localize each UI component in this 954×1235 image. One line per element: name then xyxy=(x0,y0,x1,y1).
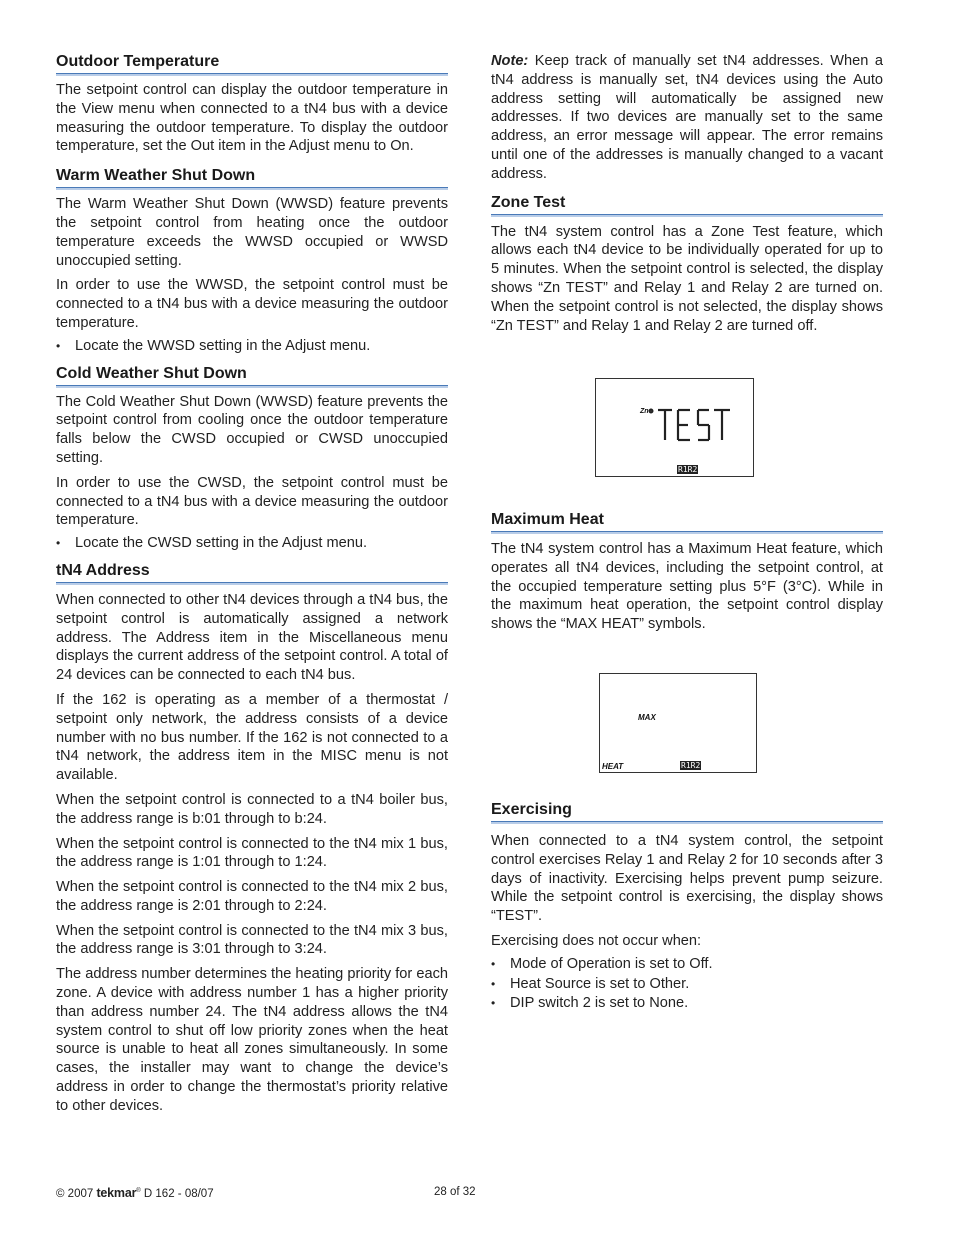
zone-test-heading: Zone Test xyxy=(491,194,883,215)
exercising-text-2: Exercising does not occur when: xyxy=(491,932,702,949)
exercising-bullet: • Heat Source is set to Other. xyxy=(491,975,883,995)
address-text-1: When connected to other tN4 devices through a tN4 bus, the setpoint control is automatically assigned a network address. The Address item in the Miscellaneous menu displays the current address of the setpoint control. A total of 24 devices can be connected to each tN4 bus. xyxy=(56,591,448,684)
copyright-text: © 2007 xyxy=(56,1188,94,1200)
exercising-heading: Exercising xyxy=(491,801,883,822)
lcd-relay-indicator: R1R2 xyxy=(678,465,698,474)
address-text-3: When the setpoint control is connected to a tN4 boiler bus, the address range is b:01 through to b:24. xyxy=(56,791,448,827)
cwsd-list xyxy=(56,534,448,554)
right-column-bottom xyxy=(491,801,883,1014)
left-column xyxy=(56,50,448,1116)
wwsd-text-1: The Warm Weather Shut Down (WWSD) feature prevents the setpoint control from heating once the outdoor temperature exceeds the WWSD occupied or WWSD unoccupied setting. xyxy=(56,196,448,269)
address-text-5: When the setpoint control is connected to the tN4 mix 2 bus, the address range is 2:01 through to 2:24. xyxy=(56,879,448,914)
zone-test-text: The tN4 system control has a Zone Test feature, which allows each tN4 device to be individually operated for up to 5 minutes. When the setpoint control is selected, the display shows “Zn TEST” and Relay 1 and Relay 2 are turned on. When the setpoint control is not selected, the display shows “Zn TEST” and Relay 1 and Relay 2 are turned off. xyxy=(491,223,883,334)
footer-left xyxy=(56,1186,214,1200)
maximum-heat-text: The tN4 system control has a Maximum Heat feature, which operates all tN4 devices, including the setpoint control, at the occupied temperature setting plus 5°F (3°C). While in the maximum heat operation, the setpoint control display shows the “MAX HEAT” symbols. xyxy=(491,541,883,633)
note-label: Note: xyxy=(491,53,529,69)
address-text-7: The address number determines the heating priority for each zone. A device with address number 1 has a higher priority than address number 24. The tN4 address allows the tN4 system control to shut off low priority zones when the heat source is unable to heat all zones simultaneously. In some cases, the installer may want to change the device’s address in order to change the thermostat’s priority relative to other devices. xyxy=(56,966,448,1114)
exercising-bullet: • Mode of Operation is set to Off. xyxy=(491,955,883,975)
wwsd-list xyxy=(56,337,448,357)
address-text-6: When the setpoint control is connected to the tN4 mix 3 bus, the address range is 3:01 through to 3:24. xyxy=(56,922,448,958)
lcd-relay-indicator: R1R2 xyxy=(681,761,701,770)
lcd-test-digits xyxy=(648,407,738,443)
outdoor-temperature-text: The setpoint control can display the outdoor temperature in the View menu when connected to a tN4 bus with a device measuring the outdoor temperature. To display the outdoor temperature, set the Out item in the Adjust menu to On. xyxy=(56,82,448,155)
exercising-list xyxy=(491,955,883,1014)
registered-mark: ® xyxy=(136,1188,141,1195)
tekmar-logo: tekmar xyxy=(96,1186,137,1200)
outdoor-temperature-heading: Outdoor Temperature xyxy=(56,53,448,74)
wwsd-text-2: In order to use the WWSD, the setpoint control must be connected to a tN4 bus with a device measuring the outdoor temperature. xyxy=(56,277,448,331)
lcd-heat-label: HEAT xyxy=(602,762,624,771)
zone-test-lcd xyxy=(595,378,754,477)
cwsd-text-1: The Cold Weather Shut Down (WWSD) feature prevents the setpoint control from cooling once the outdoor temperature falls below the CWSD occupied or CWSD unoccupied setting. xyxy=(56,393,448,466)
exercising-bullet: • DIP switch 2 is set to None. xyxy=(491,994,883,1014)
wwsd-heading: Warm Weather Shut Down xyxy=(56,167,448,188)
max-heat-lcd xyxy=(599,673,757,773)
lcd-zn-label: Zn xyxy=(640,408,649,415)
cwsd-text-2: In order to use the CWSD, the setpoint control must be connected to a tN4 bus with a device measuring the outdoor temperature. xyxy=(56,474,448,529)
document-number: D 162 - 08/07 xyxy=(143,1188,214,1200)
page-number: 28 of 32 xyxy=(434,1186,476,1198)
maximum-heat-heading: Maximum Heat xyxy=(491,511,883,532)
wwsd-bullet: • Locate the WWSD setting in the Adjust menu. xyxy=(56,337,448,357)
right-column-lower xyxy=(491,511,883,634)
note-paragraph xyxy=(491,52,883,184)
lcd-max-label: MAX xyxy=(638,713,656,722)
right-column xyxy=(491,50,883,335)
address-text-2: If the 162 is operating as a member of a thermostat / setpoint only network, the address consists of a device number with no bus number. If the 162 is not connected to a tN4 network, the address item in the MISC menu is not available. xyxy=(56,691,448,784)
cwsd-bullet: • Locate the CWSD setting in the Adjust menu. xyxy=(56,534,448,554)
tn4-address-heading: tN4 Address xyxy=(56,562,448,583)
cwsd-heading: Cold Weather Shut Down xyxy=(56,365,448,386)
note-text: Keep track of manually set tN4 addresses. When a tN4 address is manually set, tN4 devices using the Auto address setting will automatically be assigned new addresses. If two devices are manually set to the same address, an error message will appear. The error remains until one of the addresses is manually changed to a vacant address. xyxy=(491,53,883,182)
exercising-text-1: When connected to a tN4 system control, the setpoint control exercises Relay 1 and Relay 2 for 10 seconds after 3 days of inactivity. Exercising helps prevent pump seizure. While the setpoint control is exercising, the display shows “TEST”. xyxy=(491,833,883,925)
address-text-4: When the setpoint control is connected to the tN4 mix 1 bus, the address range is 1:01 through to 1:24. xyxy=(56,835,448,871)
